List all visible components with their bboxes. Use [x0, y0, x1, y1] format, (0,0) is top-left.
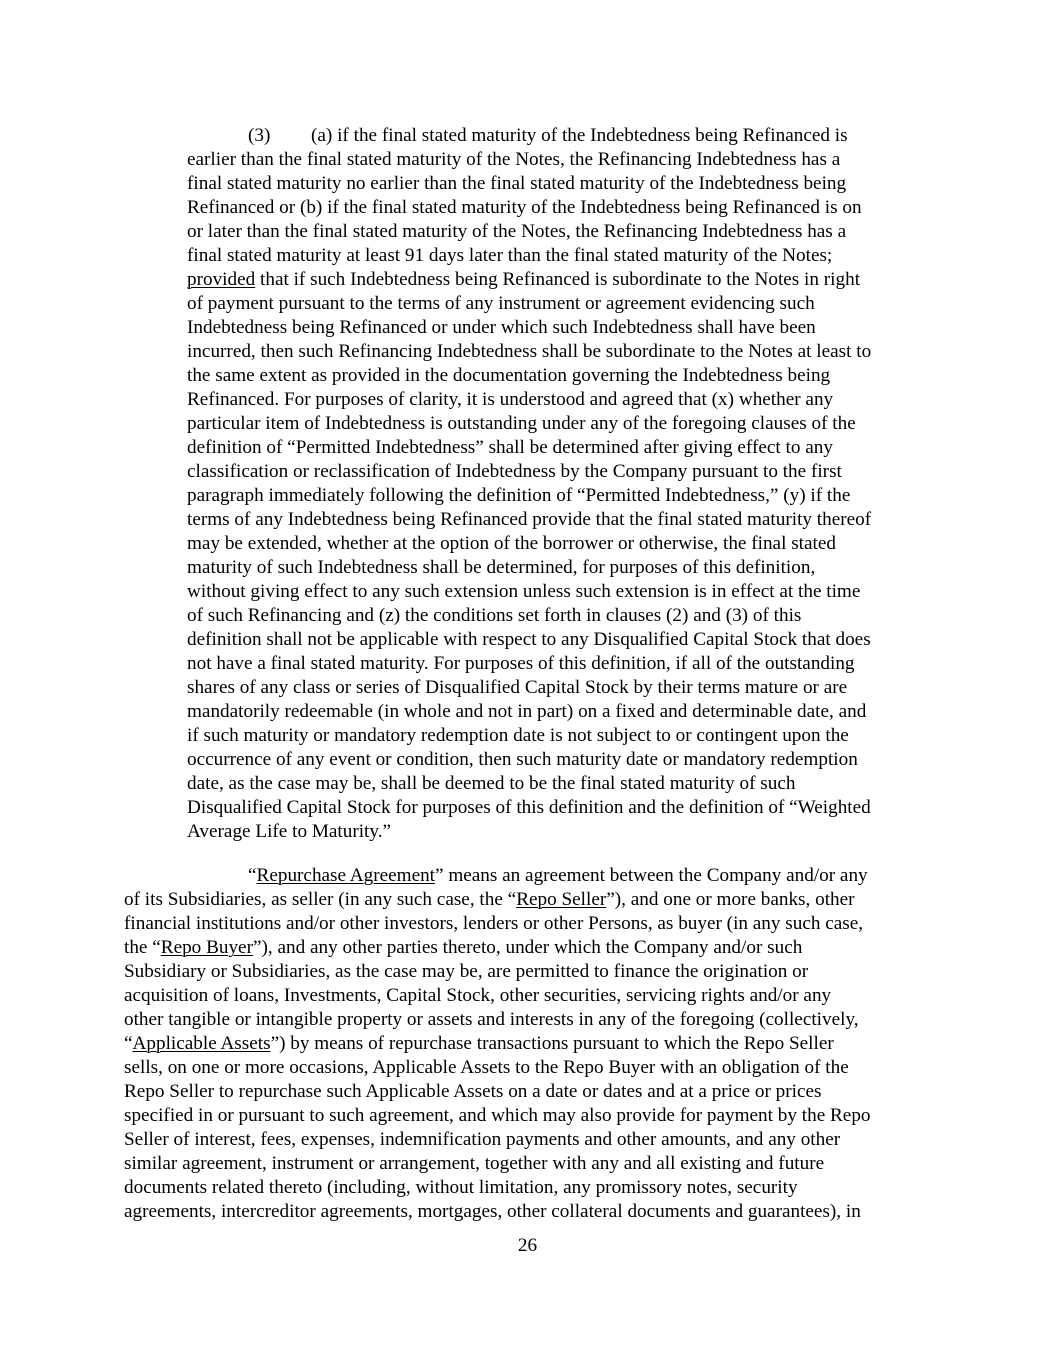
definition-line: sells, on one or more occasions, Applicable Assets to the Repo Buyer with an obligation of the [124, 1057, 849, 1078]
clause-3-line: particular item of Indebtedness is outstanding under any of the foregoing clauses of the [187, 413, 856, 434]
clause-3-line: (a) if the final stated maturity of the Indebtedness being Refinanced is [311, 125, 848, 146]
clause-3-line: earlier than the final stated maturity of the Notes, the Refinancing Indebtedness has a [187, 149, 841, 170]
clause-3-line: mandatorily redeemable (in whole and not in part) on a fixed and determinable date, and [187, 701, 867, 722]
clause-3-line: shares of any class or series of Disqualified Capital Stock by their terms mature or are [187, 677, 848, 698]
clause-3-line: Indebtedness being Refinanced or under which such Indebtedness shall have been [187, 317, 816, 338]
clause-3-line: definition of “Permitted Indebtedness” shall be determined after giving effect to any [187, 437, 833, 458]
definition-line [248, 864, 868, 888]
definition-line [124, 1032, 834, 1056]
clause-3-line: Refinanced. For purposes of clarity, it is understood and agreed that (x) whether any [187, 389, 834, 410]
definition-line: Seller of interest, fees, expenses, indemnification payments and other amounts, and any other [124, 1129, 841, 1150]
definition-line: Subsidiary or Subsidiaries, as the case may be, are permitted to finance the origination or [124, 961, 809, 982]
clause-3-line: Refinanced or (b) if the final stated maturity of the Indebtedness being Refinanced is on [187, 197, 862, 218]
defined-term-repo-seller: Repo Seller [516, 889, 607, 910]
clause-3-line: definition shall not be applicable with respect to any Disqualified Capital Stock that does [187, 629, 871, 650]
clause-3-line: date, as the case may be, shall be deemed to be the final stated maturity of such [187, 773, 796, 794]
clause-3-line: may be extended, whether at the option of the borrower or otherwise, the final stated [187, 533, 836, 554]
definition-text: ”), and any other parties thereto, under which the Company and/or such [252, 937, 803, 958]
definition-line [124, 936, 802, 960]
quote-open: “ [124, 1033, 133, 1054]
defined-term-repurchase-agreement: Repurchase Agreement [256, 865, 436, 886]
definition-text: ” means an agreement between the Company and/or any [435, 865, 868, 886]
definition-line: specified in or pursuant to such agreement, and which may also provide for payment by the Repo [124, 1105, 871, 1126]
clause-3-line: maturity of such Indebtedness shall be determined, for purposes of this definition, [187, 557, 816, 578]
definition-text: the “ [124, 937, 161, 958]
quote-open: “ [248, 865, 257, 886]
clause-3-line: occurrence of any event or condition, then such maturity date or mandatory redemption [187, 749, 858, 770]
clause-3-line: terms of any Indebtedness being Refinanced provide that the final stated maturity thereof [187, 509, 872, 530]
definition-text: ”), and one or more banks, other [606, 889, 855, 910]
provided-term: provided [187, 269, 256, 290]
clause-3-line: Average Life to Maturity.” [187, 821, 392, 842]
clause-3-line: without giving effect to any such extension unless such extension is in effect at the time [187, 581, 861, 602]
clause-3-line: or later than the final stated maturity of the Notes, the Refinancing Indebtedness has a [187, 221, 847, 242]
clause-3-line: final stated maturity at least 91 days later than the final stated maturity of the Notes; [187, 245, 833, 266]
defined-term-applicable-assets: Applicable Assets [132, 1033, 271, 1054]
definition-text: ”) by means of repurchase transactions pursuant to which the Repo Seller [270, 1033, 834, 1054]
clause-3-line: if such maturity or mandatory redemption date is not subject to or contingent upon the [187, 725, 849, 746]
clause-3-line: final stated maturity no earlier than the final stated maturity of the Indebtedness being [187, 173, 847, 194]
clause-3-line: paragraph immediately following the definition of “Permitted Indebtedness,” (y) if the [187, 485, 851, 506]
clause-3-line: not have a final stated maturity. For purposes of this definition, if all of the outstanding [187, 653, 855, 674]
definition-text: of its Subsidiaries, as seller (in any such case, the “ [124, 889, 517, 910]
definition-line: documents related thereto (including, without limitation, any promissory notes, security [124, 1177, 798, 1198]
clause-3-line: classification or reclassification of Indebtedness by the Company pursuant to the first [187, 461, 842, 482]
clause-3-line: incurred, then such Refinancing Indebtedness shall be subordinate to the Notes at least to [187, 341, 872, 362]
definition-line: other tangible or intangible property or assets and interests in any of the foregoing (collectively, [124, 1009, 859, 1030]
clause-3-line [187, 268, 860, 292]
definition-line: Repo Seller to repurchase such Applicable Assets on a date or dates and at a price or prices [124, 1081, 822, 1102]
definition-line: similar agreement, instrument or arrangement, together with any and all existing and future [124, 1153, 825, 1174]
clause-3-line: of such Refinancing and (z) the conditions set forth in clauses (2) and (3) of this [187, 605, 802, 626]
clause-3-number: (3) [248, 125, 271, 146]
defined-term-repo-buyer: Repo Buyer [160, 937, 253, 958]
clause-3-line-text: that if such Indebtedness being Refinanced is subordinate to the Notes in right [255, 269, 861, 290]
definition-line: financial institutions and/or other investors, lenders or other Persons, as buyer (in any such case, [124, 913, 864, 934]
definition-line: acquisition of loans, Investments, Capital Stock, other securities, servicing rights and/or any [124, 985, 832, 1006]
clause-3-line: the same extent as provided in the documentation governing the Indebtedness being [187, 365, 831, 386]
clause-3-line: of payment pursuant to the terms of any instrument or agreement evidencing such [187, 293, 815, 314]
definition-line [124, 888, 855, 912]
definition-line: agreements, intercreditor agreements, mortgages, other collateral documents and guarantees), in [124, 1201, 861, 1222]
page-number: 26 [517, 1235, 538, 1256]
clause-3-line: Disqualified Capital Stock for purposes of this definition and the definition of “Weighted [187, 797, 871, 818]
